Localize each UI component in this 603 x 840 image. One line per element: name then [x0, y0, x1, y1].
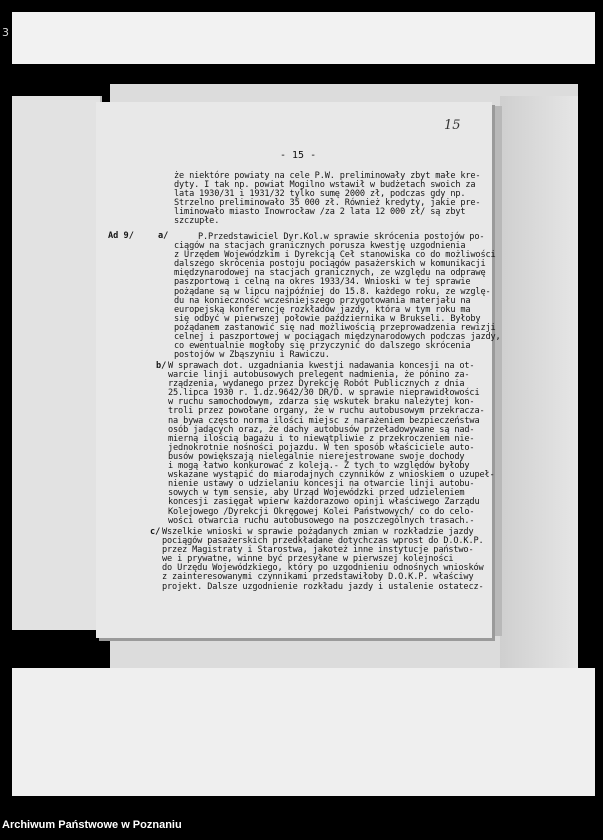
text-line: nienie ustawy o udzielaniu koncesji na otwarcie linji autobu- [168, 479, 475, 490]
text-line: celnej i paszportowej w pociągach międzynarodowych podczas jazdy, [174, 332, 501, 343]
item-a-paragraph [174, 233, 501, 360]
text-line: Wszelkie wnioski w sprawie pożądanych zmian w rozkładzie jazdy [162, 527, 474, 537]
corner-mark: 3 [2, 26, 9, 39]
text-line: rządzenia, wydanego przez Dyrekcję Robót Publicznych z dnia [168, 379, 465, 390]
text-line: się odbyć w pierwszej połowie października w Brukseli. Byłoby [174, 313, 481, 324]
text-line: i mogą łatwo konkurować z koleją.- Z tych to względów byłoby [168, 461, 470, 472]
text-line: warcie linji autobusowych prelegent nadmienia, że pónino za- [168, 370, 470, 381]
text-line: jednokrotnie nośności pojazdu. W ten sposób właściciele auto- [168, 442, 475, 453]
text-line: pożądane są w lipcu najpóźniej do 15.8. każdego roku, ze wzglę- [174, 286, 491, 297]
text-line: liminowało miasto Inowrocław /za 2 lata 12 000 zł/ są zbyt [174, 207, 466, 218]
text-line: we i prywatne, winne być przesyłane w pierwszej kolejności [162, 554, 454, 565]
text-line: troli przez powołane organy, że w ruchu autobusowym przekracza- [168, 406, 485, 417]
text-line: przez Magistraty i Starostwa, jakoteż inne instytucje państwo- [162, 545, 474, 556]
text-line: z Urzędem Wojewódzkim i Dyrekcją Ceł stanowiska co do możliwości [174, 250, 496, 261]
text-line: pociągów pasażerskich przedkładane dotychczas wprost do D.O.K.P. [162, 536, 484, 547]
text-line: du na konieczność wcześniejszego przygotowania materjału na [174, 295, 471, 306]
intro-paragraph [174, 172, 480, 227]
text-line: busów powiększają nielegalnie nierejestrowane swoje dochody [168, 451, 465, 462]
text-line: że niektóre powiaty na cele P.W. preliminowały zbyt małe kre- [174, 171, 481, 181]
item-b-paragraph [168, 362, 495, 526]
text-line: ciągów na stacjach granicznych porusza kwestję uzgodnienia [174, 241, 466, 252]
text-line: postojów w Zbąszyniu i Rawiczu. [174, 350, 330, 361]
text-line: co ewentualnie mogłoby się przyczynić do dalszego skrócenia [174, 341, 471, 352]
archive-name-label: Archiwum Państwowe w Poznaniu [2, 819, 182, 831]
text-line: wskazane wystąpić do miarodajnych czynników z wnioskiem o uzupeł- [168, 470, 495, 481]
text-line: projekt. Dalsze uzgodnienie rozkładu jazdy i ustalenie ostatecz- [162, 581, 484, 592]
text-line: na bywa często norma ilości miejsc z narażeniem bezpieczeństwa [168, 415, 480, 426]
text-line: W sprawach dot. uzgadniania kwestji nadawania koncesji na ot- [168, 361, 475, 371]
text-line: Strzelno preliminowało 35 000 zł. Również kredyty, jakie pre- [174, 198, 481, 209]
text-line: pożądanem zastanowić się nad możliwością przeprowadzenia rewizji [174, 322, 496, 333]
text-line: koncesji zasięgał wpierw każdorazowo opinji właściwego Zarządu [168, 497, 480, 508]
text-line: 25.lipca 1930 r. 1.dz.9642/30 DR/D. w sprawie nieprawidłowości [168, 388, 480, 399]
item-a-label: a/ [158, 231, 169, 241]
text-line: wości otwarcia ruchu autobusowego na poszczególnych trasach.- [168, 515, 475, 526]
folio-number: 15 [444, 118, 461, 133]
text-line: paszportową i celną na okres 1933/34. Wnioski w tej sprawie [174, 277, 471, 288]
text-line: lata 1930/31 i 1931/32 tylko sumę 2000 zł, podczas gdy np. [174, 189, 466, 200]
text-line: Kolejowego /Dyrekcji Okręgowej Kolei Państwowych/ co do celo- [168, 506, 475, 517]
text-line: dalszego skrócenia postoju pociągów pasażerskich w komunikacji [174, 259, 486, 270]
text-line: europejską konferencję rozkładów jazdy, która w tym roku ma [174, 304, 471, 315]
text-line: międzynarodowej na stacjach granicznych, ze względu na odprawę [174, 268, 486, 279]
text-line: osób jadących oraz, że dachy autobusów przeładowywane są nad- [168, 424, 475, 435]
text-line: w ruchu samochodowym, zdarza się wskutek braku należytej kon- [168, 397, 475, 408]
item-b-label: b/ [156, 361, 167, 371]
text-line: szczupłe. [174, 216, 220, 227]
text-line: P.Przedstawiciel Dyr.Kol.w sprawie skrócenia postojów po- [198, 232, 485, 242]
text-line: dyty. I tak np. powiat Mogilno wstawił w budżetach swoich za [174, 180, 476, 191]
page-number: - 15 - [280, 150, 317, 161]
item-c-label: c/ [150, 527, 161, 537]
text-line: do Urzędu Wojewódzkiego, który po uzgodnieniu odnośnych wniosków [162, 563, 484, 574]
text-line: mierną ilością bagażu i to niewątpliwie z przekroczeniem nie- [168, 433, 475, 444]
left-sheet [12, 96, 102, 630]
section-label: Ad 9/ [108, 231, 134, 241]
text-line: sowych w tym sensie, aby Urząd Wojewódzki przed udzieleniem [168, 488, 465, 499]
top-paper-strip [12, 12, 595, 64]
bottom-paper-strip [12, 668, 595, 796]
item-c-paragraph [162, 528, 484, 592]
back-sheet-right-edge [500, 96, 578, 722]
text-line: z zainteresowanymi czynnikami przedstawiłoby D.O.K.P. właściwy [162, 572, 474, 583]
